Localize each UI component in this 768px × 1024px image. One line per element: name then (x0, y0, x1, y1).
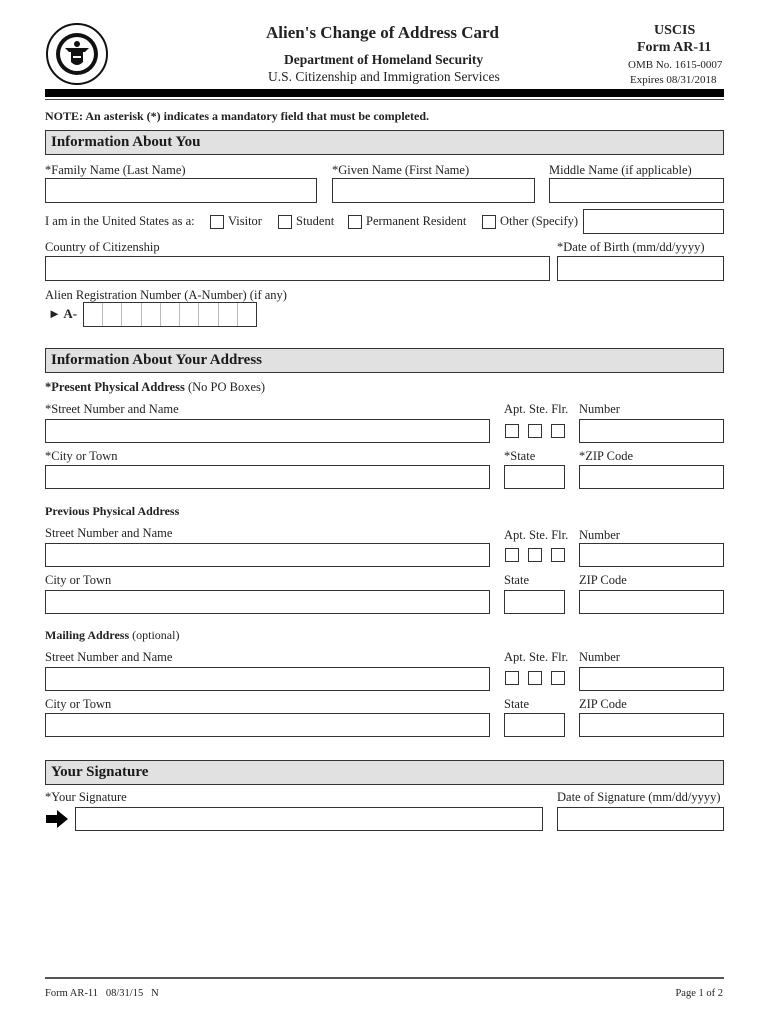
present-apt-checkbox[interactable] (505, 424, 519, 438)
dob-label: *Date of Birth (mm/dd/yyyy) (557, 240, 705, 254)
status-visitor-checkbox[interactable] (210, 215, 224, 229)
mailing-heading-text: Mailing Address (45, 628, 130, 642)
signature-date-label: Date of Signature (mm/dd/yyyy) (557, 790, 721, 804)
anumber-digit-box[interactable] (180, 303, 199, 326)
present-zip-input[interactable] (579, 465, 724, 489)
present-street-input[interactable] (45, 419, 490, 443)
status-other-checkbox[interactable] (482, 215, 496, 229)
mailing-address-heading (45, 628, 179, 642)
present-zip-label: *ZIP Code (579, 449, 634, 463)
anumber-digit-box[interactable] (142, 303, 161, 326)
mailing-zip-label: ZIP Code (579, 697, 627, 711)
mailing-number-label: Number (579, 650, 620, 664)
previous-number-label: Number (579, 528, 620, 542)
mailing-city-input[interactable] (45, 713, 490, 737)
given-name-label: *Given Name (First Name) (332, 163, 470, 177)
omb-number: OMB No. 1615-0007 (628, 59, 723, 71)
present-city-input[interactable] (45, 465, 490, 489)
previous-state-label: State (504, 573, 529, 587)
anumber-input[interactable] (83, 302, 257, 327)
present-heading-text: *Present Physical Address (45, 380, 185, 394)
signature-date-input[interactable] (557, 807, 724, 831)
previous-state-input[interactable] (504, 590, 565, 614)
anumber-digit-box[interactable] (161, 303, 180, 326)
header-thin-rule (45, 99, 724, 100)
expiration-date: Expires 08/31/2018 (630, 74, 717, 86)
given-name-input[interactable] (332, 178, 535, 203)
present-flr-checkbox[interactable] (551, 424, 565, 438)
section-title: Information About You (51, 134, 201, 150)
arrow-right-icon (46, 810, 68, 828)
mailing-city-label: City or Town (45, 697, 112, 711)
previous-zip-input[interactable] (579, 590, 724, 614)
present-state-input[interactable] (504, 465, 565, 489)
mailing-flr-checkbox[interactable] (551, 671, 565, 685)
previous-number-input[interactable] (579, 543, 724, 567)
present-number-label: Number (579, 402, 620, 416)
section-header-address (45, 348, 724, 373)
signature-label: *Your Signature (45, 790, 127, 804)
status-other-label: Other (Specify) (500, 214, 579, 228)
signature-input[interactable] (75, 807, 543, 831)
anumber-digit-box[interactable] (84, 303, 103, 326)
previous-street-input[interactable] (45, 543, 490, 567)
form-number: Form AR-11 (637, 40, 712, 55)
mailing-street-input[interactable] (45, 667, 490, 691)
status-permanent-resident-checkbox[interactable] (348, 215, 362, 229)
previous-flr-checkbox[interactable] (551, 548, 565, 562)
form-title: Alien's Change of Address Card (266, 23, 499, 42)
mailing-unit-label: Apt. Ste. Flr. (504, 650, 569, 664)
mailing-apt-checkbox[interactable] (505, 671, 519, 685)
mailing-number-input[interactable] (579, 667, 724, 691)
previous-city-label: City or Town (45, 573, 112, 587)
anumber-prefix: ► A- (48, 306, 78, 321)
footer-form-info: Form AR-11 08/31/15 N (45, 988, 159, 999)
status-other-specify-input[interactable] (583, 209, 724, 234)
present-city-label: *City or Town (45, 449, 118, 463)
status-visitor-label: Visitor (228, 214, 262, 228)
previous-zip-label: ZIP Code (579, 573, 627, 587)
mailing-state-label: State (504, 697, 529, 711)
anumber-digit-box[interactable] (219, 303, 238, 326)
present-unit-label: Apt. Ste. Flr. (504, 402, 569, 416)
previous-ste-checkbox[interactable] (528, 548, 542, 562)
section-header-signature (45, 760, 724, 785)
previous-unit-label: Apt. Ste. Flr. (504, 528, 569, 542)
dhs-seal-icon (45, 22, 109, 86)
present-address-heading (45, 380, 265, 394)
mailing-ste-checkbox[interactable] (528, 671, 542, 685)
status-student-label: Student (296, 214, 335, 228)
family-name-input[interactable] (45, 178, 317, 203)
present-number-input[interactable] (579, 419, 724, 443)
department-name: Department of Homeland Security (284, 52, 484, 67)
agency-name: U.S. Citizenship and Immigration Services (268, 69, 500, 84)
header-thick-rule (45, 89, 724, 97)
present-state-label: *State (504, 449, 536, 463)
footer-page-number: Page 1 of 2 (675, 988, 723, 999)
previous-address-heading: Previous Physical Address (45, 504, 180, 518)
status-permanent-resident-label: Permanent Resident (366, 214, 467, 228)
anumber-label: Alien Registration Number (A-Number) (if any) (45, 288, 287, 302)
section-title: Your Signature (51, 764, 149, 780)
agency-short: USCIS (654, 23, 696, 38)
present-ste-checkbox[interactable] (528, 424, 542, 438)
country-label: Country of Citizenship (45, 240, 160, 254)
mailing-street-label: Street Number and Name (45, 650, 173, 664)
anumber-digit-box[interactable] (238, 303, 256, 326)
country-input[interactable] (45, 256, 550, 281)
footer-rule (45, 977, 724, 979)
middle-name-input[interactable] (549, 178, 724, 203)
middle-name-label: Middle Name (if applicable) (549, 163, 692, 177)
section-title: Information About Your Address (51, 352, 263, 368)
section-header-about-you (45, 130, 724, 155)
previous-city-input[interactable] (45, 590, 490, 614)
previous-apt-checkbox[interactable] (505, 548, 519, 562)
present-heading-note: (No PO Boxes) (184, 380, 266, 394)
anumber-digit-box[interactable] (103, 303, 122, 326)
mailing-state-input[interactable] (504, 713, 565, 737)
dob-input[interactable] (557, 256, 724, 281)
status-label: I am in the United States as a: (45, 214, 195, 228)
mandatory-note: NOTE: An asterisk (*) indicates a mandatory field that must be completed. (45, 109, 429, 123)
family-name-label: *Family Name (Last Name) (45, 163, 186, 177)
previous-street-label: Street Number and Name (45, 526, 173, 540)
mailing-zip-input[interactable] (579, 713, 724, 737)
present-street-label: *Street Number and Name (45, 402, 179, 416)
status-student-checkbox[interactable] (278, 215, 292, 229)
mailing-heading-note: (optional) (129, 628, 180, 642)
anumber-digit-box[interactable] (199, 303, 218, 326)
anumber-digit-box[interactable] (122, 303, 141, 326)
